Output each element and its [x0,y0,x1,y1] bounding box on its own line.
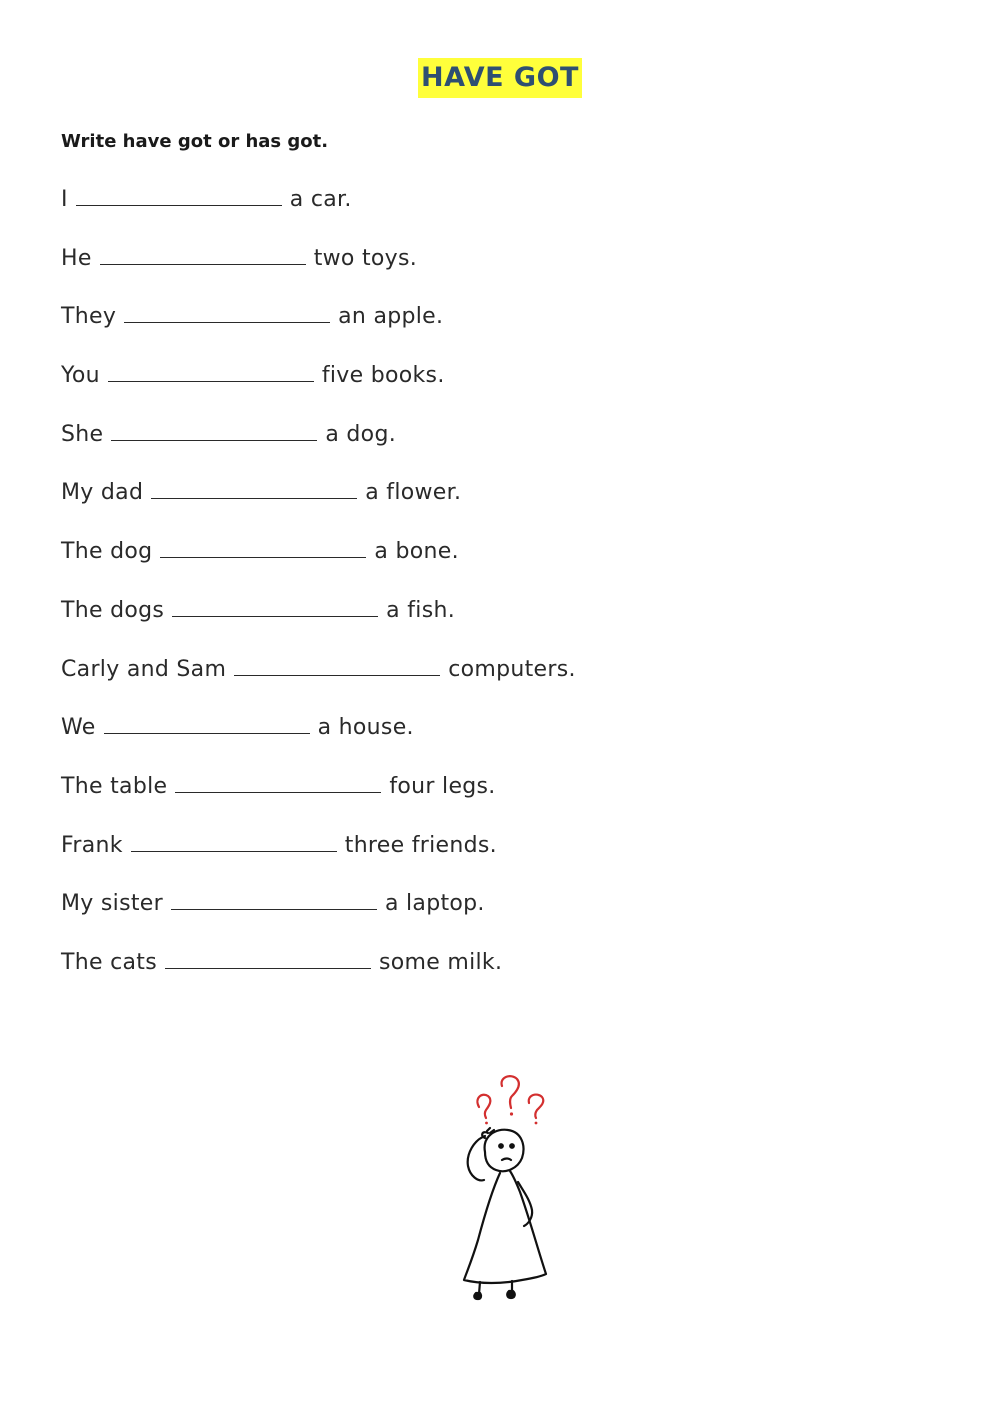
sentence-subject: We [61,715,96,741]
sentence-subject: The dogs [61,597,165,623]
sentence-subject: You [61,363,100,389]
sentence-subject: The table [61,773,168,799]
sentence-ending: computers. [448,656,576,682]
sentence-ending: a car. [289,187,352,212]
sentence-subject: They [61,304,117,330]
sentence-ending: two toys. [313,245,418,271]
sentence-subject: He [61,245,92,271]
exercise-list [61,182,576,1004]
sentence-ending: a fish. [386,597,456,623]
answer-blank[interactable] [234,655,440,676]
confused-stick-figure-icon [452,1070,562,1305]
exercise-sentence-10 [61,710,576,769]
answer-blank[interactable] [151,478,357,499]
sentence-subject: My dad [61,480,144,506]
sentence-ending: a dog. [325,421,397,447]
exercise-sentence-6 [61,475,576,534]
exercise-sentence-8 [61,593,576,652]
exercise-sentence-2 [61,241,576,300]
exercise-sentence-9 [61,652,576,711]
sentence-ending: a flower. [365,480,462,506]
answer-blank[interactable] [108,361,314,382]
exercise-sentence-12 [61,828,576,887]
sentence-subject: The cats [61,949,157,975]
sentence-ending: four legs. [389,773,496,799]
exercise-sentence-14 [61,945,576,1004]
exercise-sentence-3 [61,299,576,358]
exercise-sentence-11 [61,769,576,828]
answer-blank[interactable] [131,831,337,852]
answer-blank[interactable] [111,420,317,441]
sentence-subject: I [61,187,68,212]
sentence-ending: an apple. [338,304,444,330]
exercise-sentence-13 [61,886,576,945]
answer-blank[interactable] [76,185,282,206]
exercise-sentence-7 [61,534,576,593]
sentence-ending: three friends. [344,832,497,858]
figure-head-icon [468,1128,524,1180]
instruction-text: Write have got or has got. [61,131,329,152]
answer-blank[interactable] [104,713,310,734]
answer-blank[interactable] [172,596,378,617]
sentence-ending: a bone. [374,539,459,565]
sentence-subject: Carly and Sam [61,656,227,682]
sentence-subject: My sister [61,891,163,917]
sentence-subject: Frank [61,832,123,858]
exercise-sentence-4 [61,358,576,417]
question-marks-icon [477,1076,543,1124]
sentence-ending: five books. [321,363,445,389]
exercise-sentence-5 [61,417,576,476]
title-container [0,58,1000,98]
sentence-subject: She [61,421,104,447]
answer-blank[interactable] [160,537,366,558]
figure-body-icon [464,1171,546,1299]
sentence-ending: some milk. [378,949,503,975]
sentence-ending: a house. [317,715,414,741]
answer-blank[interactable] [124,302,330,323]
answer-blank[interactable] [100,244,306,265]
answer-blank[interactable] [175,772,381,793]
sentence-subject: The dog [61,539,153,565]
page-title: HAVE GOT [418,58,582,98]
sentence-ending: a laptop. [384,891,485,917]
answer-blank[interactable] [165,948,371,969]
exercise-sentence-1 [61,182,576,241]
answer-blank[interactable] [171,889,377,910]
